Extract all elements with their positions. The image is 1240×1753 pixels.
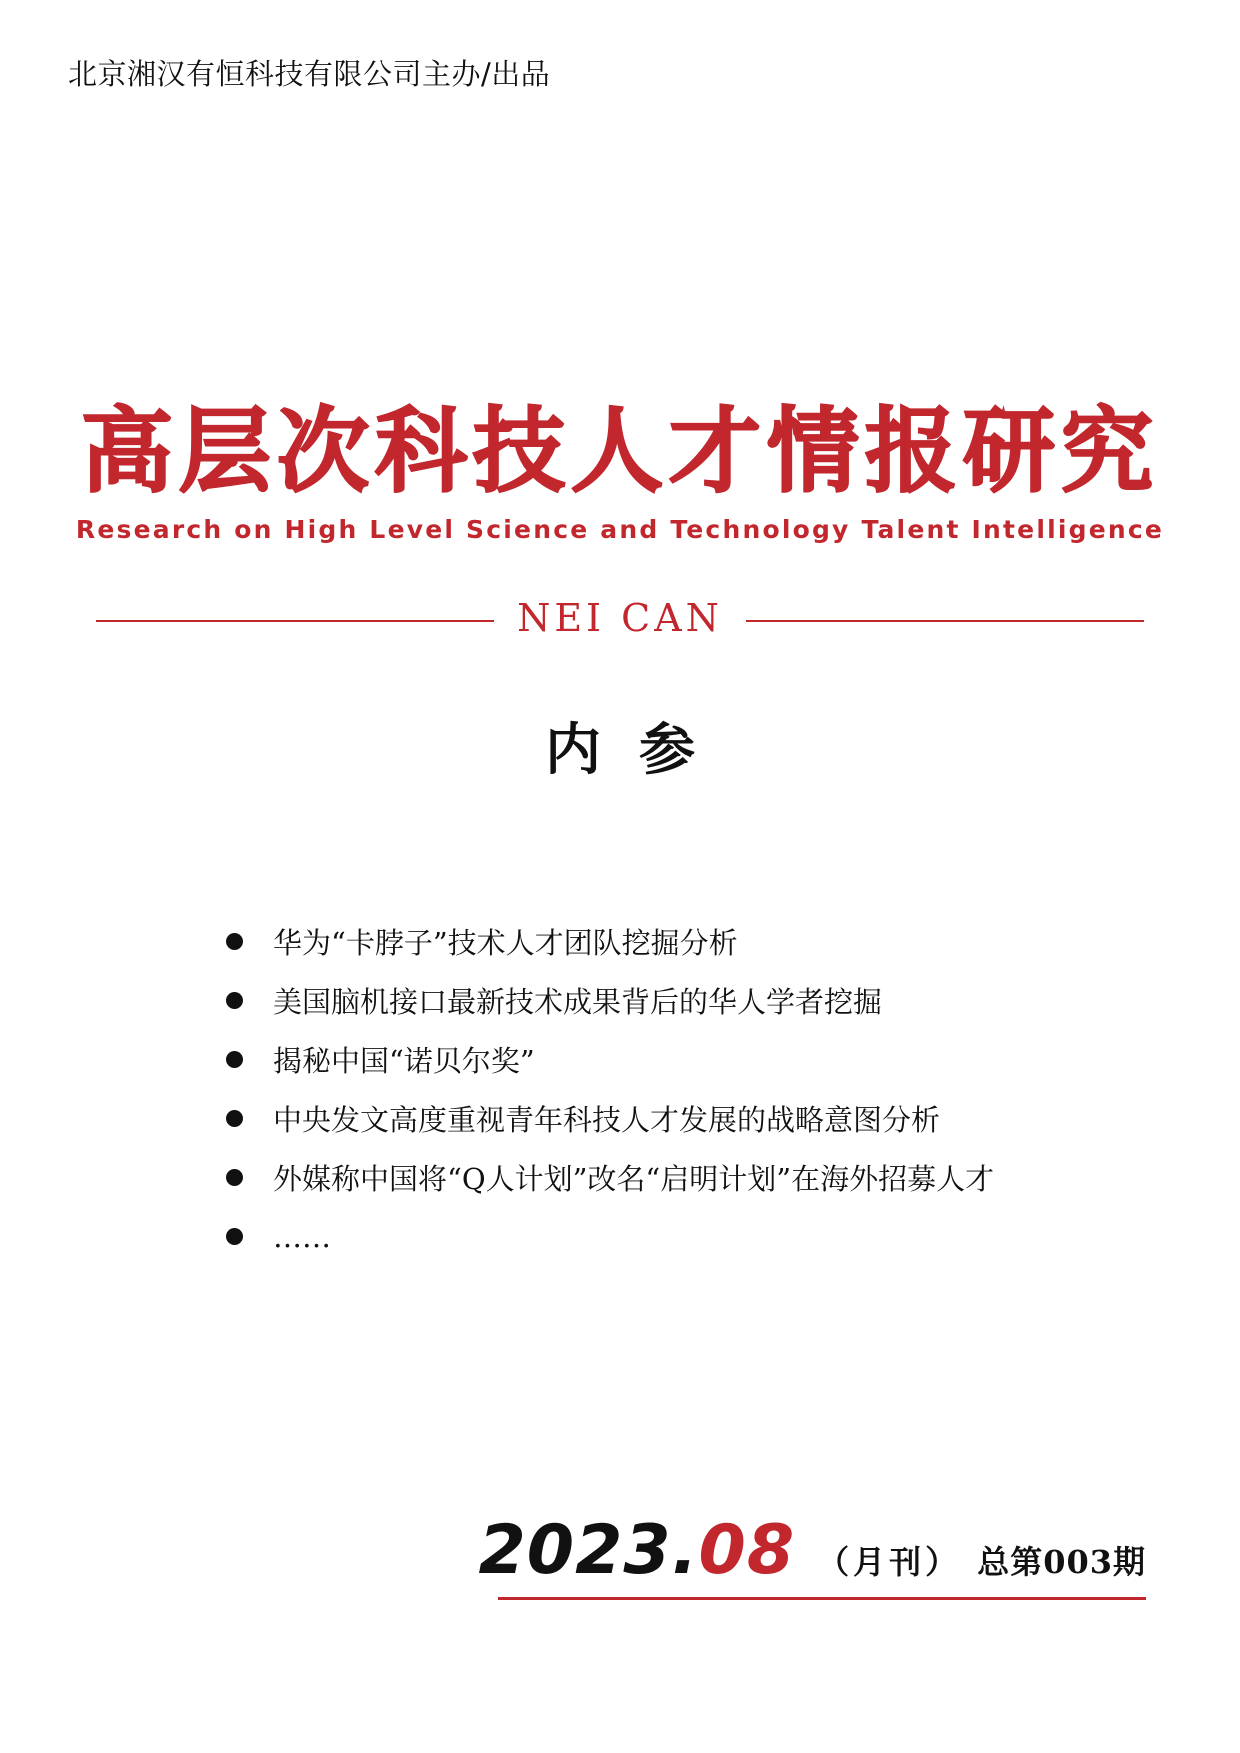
issue-year: 2023.: [478, 1511, 699, 1590]
issue-underline: [498, 1597, 1146, 1600]
series-banner: [96, 590, 1144, 650]
list-item: [226, 1207, 994, 1266]
list-item-text: 华为“卡脖子”技术人才团队挖掘分析: [273, 926, 738, 960]
list-item-text: ……: [273, 1219, 331, 1254]
journal-title-english: Research on High Level Science and Technology Talent Intelligence: [75, 515, 1165, 544]
list-item: [226, 912, 994, 971]
issue-row: [478, 1511, 1146, 1590]
table-of-contents: [226, 912, 994, 1266]
bullet-icon: [226, 1051, 243, 1068]
issue-month: 08: [698, 1511, 796, 1590]
list-item: [226, 1089, 994, 1148]
bullet-icon: [226, 933, 243, 950]
list-item-text: 外媒称中国将“Q人计划”改名“启明计划”在海外招募人才: [273, 1162, 995, 1196]
divider-right: [746, 620, 1144, 622]
list-item: [226, 971, 994, 1030]
issue-info: [478, 1511, 1146, 1600]
bullet-icon: [226, 1110, 243, 1127]
journal-title: 高层次科技人才情报研究: [80, 398, 1159, 505]
bullet-icon: [226, 992, 243, 1009]
series-label-english: NEI CAN: [517, 596, 723, 640]
issue-total-number: 总第003期: [977, 1543, 1146, 1581]
series-label-chinese: 内参: [545, 717, 733, 783]
list-item-text: 美国脑机接口最新技术成果背后的华人学者挖掘: [273, 985, 883, 1019]
publisher-line: 北京湘汉有恒科技有限公司主办/出品: [68, 57, 551, 91]
list-item: [226, 1030, 994, 1089]
bullet-icon: [226, 1228, 243, 1245]
bullet-icon: [226, 1169, 243, 1186]
list-item-text: 中央发文高度重视青年科技人才发展的战略意图分析: [273, 1103, 941, 1137]
list-item-text: 揭秘中国“诺贝尔奖”: [273, 1044, 535, 1078]
list-item: [226, 1148, 994, 1207]
issue-frequency: （月刊）: [817, 1543, 962, 1581]
